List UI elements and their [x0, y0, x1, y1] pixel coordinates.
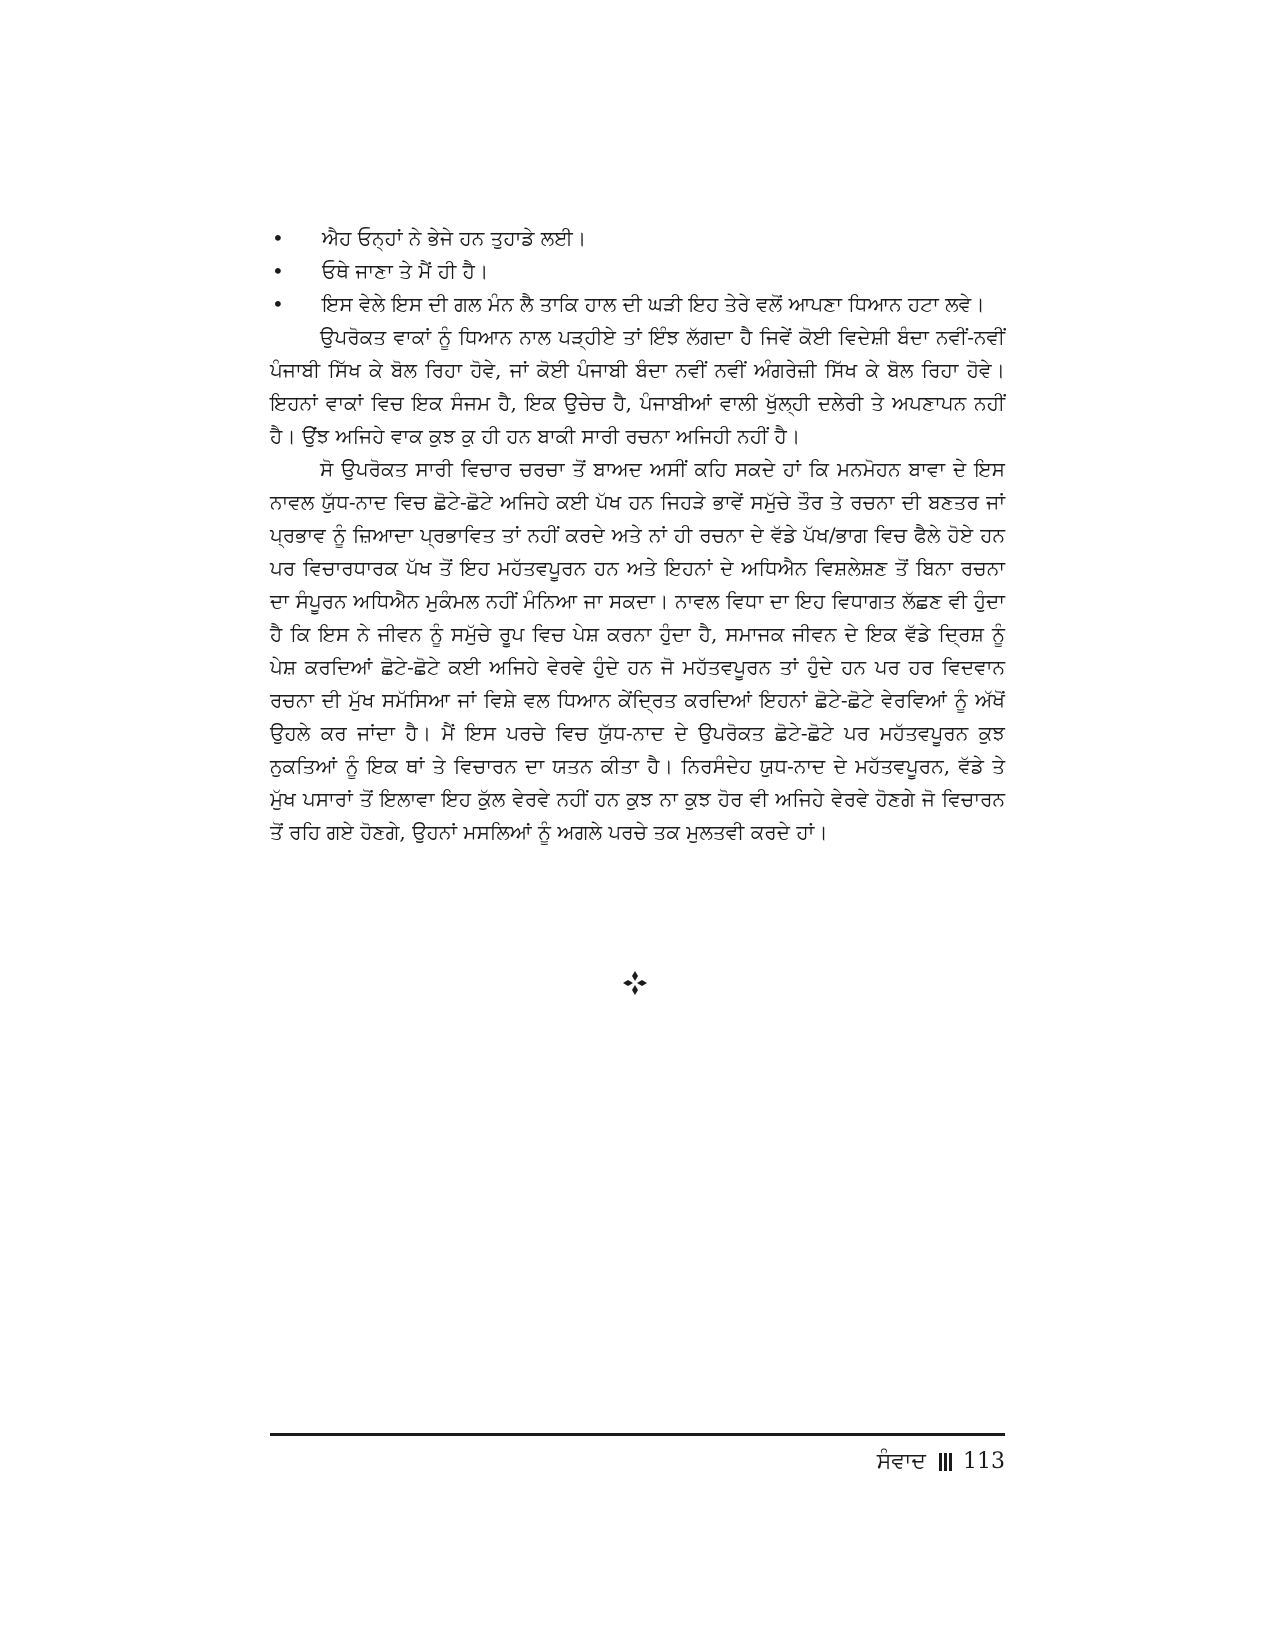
bullet-item	[270, 222, 1005, 255]
bullet-marker: •	[272, 259, 284, 283]
body-text	[270, 222, 1005, 849]
bullet-marker: •	[272, 292, 284, 316]
bullet-item	[270, 255, 1005, 288]
paragraph: ਉਪਰੋਕਤ ਵਾਕਾਂ ਨੂੰ ਧਿਆਨ ਨਾਲ ਪੜ੍ਹੀਏ ਤਾਂ ਇੰਝ ਲੱਗਦਾ ਹੈ ਜਿਵੇਂ ਕੋਈ ਵਿਦੇਸ਼ੀ ਬੰਦਾ ਨਵੀਂ-ਨਵੀਂ ਪੰਜਾਬੀ ਸਿੱਖ ਕੇ ਬੋਲ ਰਿਹਾ ਹੋਵੇ, ਜਾਂ ਕੋਈ ਪੰਜਾਬੀ ਬੰਦਾ ਨਵੀਂ ਨਵੀਂ ਅੰਗਰੇਜ਼ੀ ਸਿੱਖ ਕੇ ਬੋਲ ਰਿਹਾ ਹੋਵੇ। ਇਹਨਾਂ ਵਾਕਾਂ ਵਿਚ ਇਕ ਸੰਜਮ ਹੈ, ਇਕ ਉਚੇਚ ਹੈ, ਪੰਜਾਬੀਆਂ ਵਾਲੀ ਖੁੱਲ੍ਹੀ ਦਲੇਰੀ ਤੇ ਅਪਣਾਪਨ ਨਹੀਂ ਹੈ। ਉਂਝ ਅਜਿਹੇ ਵਾਕ ਕੁਝ ਕੁ ਹੀ ਹਨ ਬਾਕੀ ਸਾਰੀ ਰਚਨਾ ਅਜਿਹੀ ਨਹੀਂ ਹੈ।	[270, 325, 1005, 448]
journal-name: ਸੰਵਾਦ	[876, 1449, 926, 1474]
bullet-text: ਐਹ ਓਨ੍ਹਾਂ ਨੇ ਭੇਜੇ ਹਨ ਤੁਹਾਡੇ ਲਈ।	[322, 226, 587, 250]
paragraph: ਸੋ ਉਪਰੋਕਤ ਸਾਰੀ ਵਿਚਾਰ ਚਰਚਾ ਤੋਂ ਬਾਅਦ ਅਸੀਂ ਕਹਿ ਸਕਦੇ ਹਾਂ ਕਿ ਮਨਮੋਹਨ ਬਾਵਾ ਦੇ ਇਸ ਨਾਵਲ ਯੁੱਧ-ਨਾਦ ਵਿਚ ਛੋਟੇ-ਛੋਟੇ ਅਜਿਹੇ ਕਈ ਪੱਖ ਹਨ ਜਿਹੜੇ ਭਾਵੇਂ ਸਮੁੱਚੇ ਤੌਰ ਤੇ ਰਚਨਾ ਦੀ ਬਣਤਰ ਜਾਂ ਪ੍ਰਭਾਵ ਨੂੰ ਜ਼ਿਆਦਾ ਪ੍ਰਭਾਵਿਤ ਤਾਂ ਨਹੀਂ ਕਰਦੇ ਅਤੇ ਨਾਂ ਹੀ ਰਚਨਾ ਦੇ ਵੱਡੇ ਪੱਖ/ਭਾਗ ਵਿਚ ਫੈਲੇ ਹੋਏ ਹਨ ਪਰ ਵਿਚਾਰਧਾਰਕ ਪੱਖ ਤੋਂ ਇਹ ਮਹੱਤਵਪੂਰਨ ਹਨ ਅਤੇ ਇਹਨਾਂ ਦੇ ਅਧਿਐਨ ਵਿਸ਼ਲੇਸ਼ਣ ਤੋਂ ਬਿਨਾ ਰਚਨਾ ਦਾ ਸੰਪੂਰਨ ਅਧਿਐਨ ਮੁਕੰਮਲ ਨਹੀਂ ਮੰਨਿਆ ਜਾ ਸਕਦਾ। ਨਾਵਲ ਵਿਧਾ ਦਾ ਇਹ ਵਿਧਾਗਤ ਲੱਛਣ ਵੀ ਹੁੰਦਾ ਹੈ ਕਿ ਇਸ ਨੇ ਜੀਵਨ ਨੂੰ ਸਮੁੱਚੇ ਰੂਪ ਵਿਚ ਪੇਸ਼ ਕਰਨਾ ਹੁੰਦਾ ਹੈ, ਸਮਾਜਕ ਜੀਵਨ ਦੇ ਇਕ ਵੱਡੇ ਦ੍ਰਿਸ਼ ਨੂੰ ਪੇਸ਼ ਕਰਦਿਆਂ ਛੋਟੇ-ਛੋਟੇ ਕਈ ਅਜਿਹੇ ਵੇਰਵੇ ਹੁੰਦੇ ਹਨ ਜੋ ਮਹੱਤਵਪੂਰਨ ਤਾਂ ਹੁੰਦੇ ਹਨ ਪਰ ਹਰ ਵਿਦਵਾਨ ਰਚਨਾ ਦੀ ਮੁੱਖ ਸਮੱਸਿਆ ਜਾਂ ਵਿਸ਼ੇ ਵਲ ਧਿਆਨ ਕੇਂਦ੍ਰਿਤ ਕਰਦਿਆਂ ਇਹਨਾਂ ਛੋਟੇ-ਛੋਟੇ ਵੇਰਵਿਆਂ ਨੂੰ ਅੱਖੋਂ ਉਹਲੇ ਕਰ ਜਾਂਦਾ ਹੈ। ਮੈਂ ਇਸ ਪਰਚੇ ਵਿਚ ਯੁੱਧ-ਨਾਦ ਦੇ ਉਪਰੋਕਤ ਛੋਟੇ-ਛੋਟੇ ਪਰ ਮਹੱਤਵਪੂਰਨ ਕੁਝ ਨੁਕਤਿਆਂ ਨੂੰ ਇਕ ਥਾਂ ਤੇ ਵਿਚਾਰਨ ਦਾ ਯਤਨ ਕੀਤਾ ਹੈ। ਨਿਰਸੰਦੇਹ ਯੁਧ-ਨਾਦ ਦੇ ਮਹੱਤਵਪੂਰਨ, ਵੱਡੇ ਤੇ ਮੁੱਖ ਪਸਾਰਾਂ ਤੋਂ ਇਲਾਵਾ ਇਹ ਕੁੱਲ ਵੇਰਵੇ ਨਹੀਂ ਹਨ ਕੁਝ ਨਾ ਕੁਝ ਹੋਰ ਵੀ ਅਜਿਹੇ ਵੇਰਵੇ ਹੋਣਗੇ ਜੋ ਵਿਚਾਰਨ ਤੋਂ ਰਹਿ ਗਏ ਹੋਣਗੇ, ਉਹਨਾਂ ਮਸਲਿਆਂ ਨੂੰ ਅਗਲੇ ਪਰਚੇ ਤਕ ਮੁਲਤਵੀ ਕਰਦੇ ਹਾਂ।	[270, 457, 1005, 844]
bullet-marker: •	[272, 226, 284, 250]
four-diamond-ornament-icon	[620, 968, 650, 998]
page-number: 113	[963, 1449, 1005, 1474]
bullet-list	[270, 222, 1005, 321]
bullet-text: ਇਸ ਵੇਲੇ ਇਸ ਦੀ ਗਲ ਮੰਨ ਲੈ ਤਾਕਿ ਹਾਲ ਦੀ ਘੜੀ ਇਹ ਤੇਰੇ ਵਲੋਂ ਆਪਣਾ ਧਿਆਨ ਹਟਾ ਲਵੇ।	[322, 292, 985, 316]
bullet-item	[270, 288, 1005, 321]
page-footer	[800, 1447, 1005, 1477]
triple-bar-icon	[939, 1453, 952, 1471]
bullet-text: ਓਥੇ ਜਾਣਾ ਤੇ ਮੈਂ ਹੀ ਹੈ।	[322, 259, 489, 283]
footer-rule	[270, 1433, 1005, 1436]
